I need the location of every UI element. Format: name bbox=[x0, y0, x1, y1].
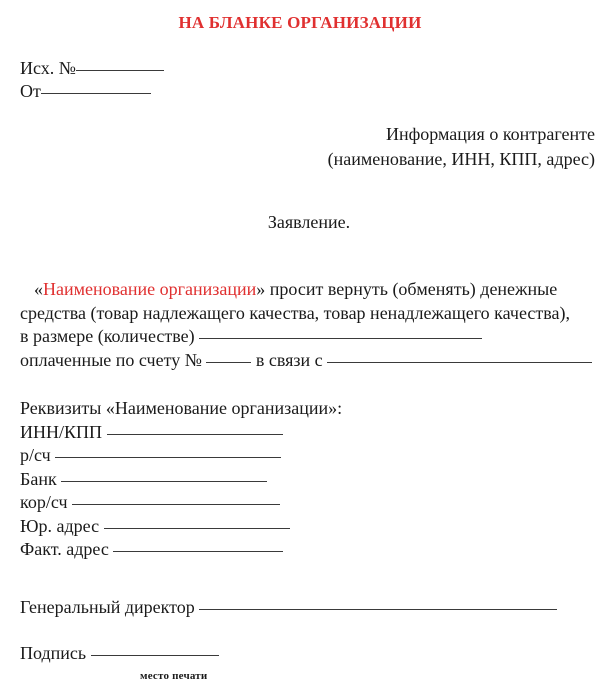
amount-blank[interactable] bbox=[199, 338, 482, 339]
account-number-label: оплаченные по счету № bbox=[20, 349, 202, 370]
amount-label: в размере (количестве) bbox=[20, 326, 195, 346]
signature-label: Подпись bbox=[20, 643, 87, 663]
counterparty-line-2: (наименование, ИНН, КПП, адрес) bbox=[327, 149, 595, 169]
outgoing-block bbox=[20, 57, 164, 103]
director-label: Генеральный директор bbox=[20, 597, 195, 617]
requisite-label-inn-kpp: ИНН/КПП bbox=[20, 421, 103, 442]
requisite-blank-inn-kpp[interactable] bbox=[107, 434, 283, 435]
outgoing-number-blank[interactable] bbox=[76, 70, 164, 71]
organization-name: Наименование организации bbox=[43, 279, 257, 299]
requisite-blank-bank[interactable] bbox=[61, 481, 267, 482]
body-line-4 bbox=[20, 349, 592, 373]
requisite-label-settlement-account: р/сч bbox=[20, 445, 51, 465]
seal-note: место печати bbox=[140, 670, 208, 682]
requisite-blank-settlement-account[interactable] bbox=[55, 457, 281, 458]
outgoing-date-label: От bbox=[20, 81, 41, 101]
requisite-label-bank: Банк bbox=[20, 468, 57, 489]
signature-row bbox=[20, 643, 219, 664]
requisite-blank-correspondent-account[interactable] bbox=[72, 504, 280, 505]
requisite-row-actual-address bbox=[20, 538, 342, 562]
director-blank[interactable] bbox=[199, 609, 557, 610]
outgoing-date-blank[interactable] bbox=[41, 93, 151, 94]
requisite-blank-legal-address[interactable] bbox=[104, 528, 290, 529]
quote-close: » bbox=[256, 279, 266, 299]
body-line-1 bbox=[20, 278, 592, 302]
statement-heading: Заявление. bbox=[267, 212, 351, 232]
body-line-2: средства (товар надлежащего качества, товар ненадлежащего качества), bbox=[20, 302, 570, 323]
requisite-blank-actual-address[interactable] bbox=[113, 551, 283, 552]
body-line-1-rest: просит вернуть (обменять) денежные bbox=[265, 279, 558, 299]
requisite-row-bank bbox=[20, 468, 342, 492]
body-line-3 bbox=[20, 325, 592, 349]
requisite-label-actual-address: Факт. адрес bbox=[20, 539, 109, 559]
requisite-row-inn-kpp bbox=[20, 421, 342, 445]
quote-open: « bbox=[34, 279, 43, 299]
requisites-block bbox=[20, 397, 342, 562]
requisite-row-correspondent-account bbox=[20, 491, 342, 515]
requisite-label-legal-address: Юр. адрес bbox=[20, 515, 100, 536]
outgoing-number-label: Исх. № bbox=[20, 58, 76, 78]
reason-label: в связи с bbox=[255, 349, 323, 370]
body-paragraph bbox=[20, 278, 592, 372]
director-row bbox=[20, 597, 557, 618]
requisite-label-correspondent-account: кор/сч bbox=[20, 492, 68, 512]
counterparty-block bbox=[0, 122, 595, 172]
requisites-heading: Реквизиты «Наименование организации»: bbox=[20, 398, 343, 418]
requisite-row-settlement-account bbox=[20, 444, 342, 468]
page-title: НА БЛАНКЕ ОРГАНИЗАЦИИ bbox=[178, 13, 422, 32]
outgoing-number-row bbox=[20, 57, 164, 80]
signature-blank[interactable] bbox=[91, 655, 219, 656]
requisite-row-legal-address bbox=[20, 515, 342, 539]
reason-blank[interactable] bbox=[327, 362, 592, 363]
account-number-blank[interactable] bbox=[206, 362, 251, 363]
counterparty-line-1: Информация о контрагенте bbox=[386, 124, 595, 144]
outgoing-date-row bbox=[20, 80, 164, 103]
